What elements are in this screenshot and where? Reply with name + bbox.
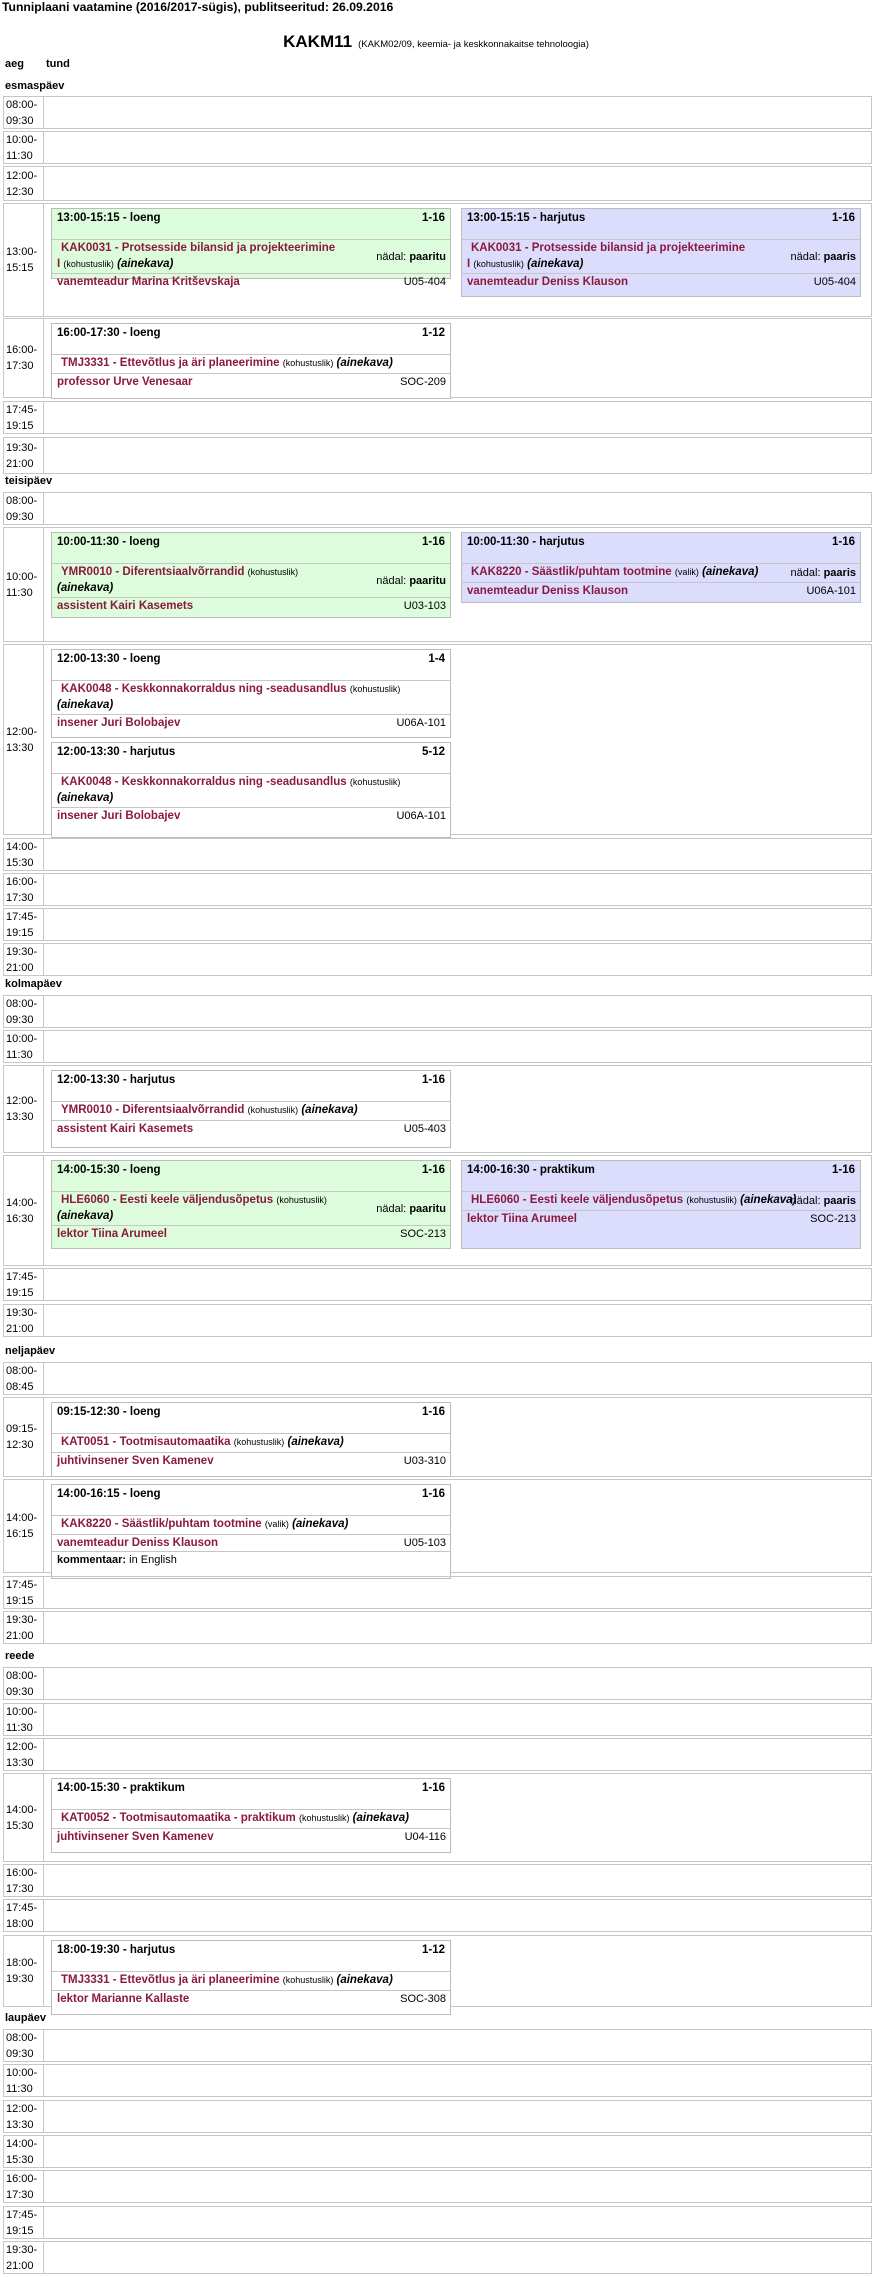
time-slot-label: 08:00- 09:30 (4, 1668, 44, 1699)
time-slot-label: 10:00- 11:30 (4, 1704, 44, 1735)
time-slot-row (3, 131, 872, 164)
syllabus-link[interactable]: (ainekava) (352, 1812, 409, 1824)
week-parity (376, 1201, 446, 1217)
course-link[interactable]: KAK0031 - Protsesside bilansid ja projekteerimine I (kohustuslik) (ainekava) (57, 242, 336, 270)
event-header (52, 1403, 450, 1433)
time-slot-label: 19:30- 21:00 (4, 438, 44, 473)
time-slot-label: 14:00- 15:30 (4, 839, 44, 870)
event-time-type: 14:00-15:30 - loeng (57, 1164, 161, 1176)
week-label: nädal: (376, 251, 407, 263)
time-slot-label: 17:45- 19:15 (4, 2207, 44, 2238)
event-time-type: 13:00-15:15 - loeng (57, 212, 161, 224)
event-card[interactable] (51, 1778, 451, 1853)
event-card[interactable] (51, 1402, 451, 1477)
event-time-type: 16:00-17:30 - loeng (57, 327, 161, 339)
event-time-type: 09:15-12:30 - loeng (57, 1406, 161, 1418)
teacher-link[interactable]: assistent Kairi Kasemets (57, 1123, 194, 1135)
week-parity-value: paaris (823, 251, 856, 263)
time-slot-label: 12:00- 13:30 (4, 1739, 44, 1770)
event-card[interactable] (51, 1160, 451, 1249)
event-header (52, 1779, 450, 1809)
event-course-row (52, 773, 450, 807)
time-slot-row (3, 2241, 872, 2274)
course-type: (kohustuslik) (282, 1975, 334, 1985)
room-label: U06A-101 (806, 585, 856, 597)
group-title (0, 32, 872, 52)
event-time-type: 14:00-16:30 - praktikum (467, 1164, 595, 1176)
time-slot-row (3, 908, 872, 941)
event-card[interactable] (51, 532, 451, 618)
time-slot-row (3, 1065, 872, 1153)
room-label: U06A-101 (396, 717, 446, 729)
comment-value: in English (129, 1554, 177, 1566)
time-slot-row (3, 96, 872, 129)
event-teacher-row (52, 1225, 450, 1242)
event-teacher-row (52, 1534, 450, 1551)
course-type: (kohustuslik) (233, 1437, 285, 1447)
event-header (52, 1485, 450, 1515)
event-card[interactable] (51, 208, 451, 288)
course-type: (valik) (674, 567, 699, 577)
course-link[interactable]: KAT0052 - Tootmisautomaatika - praktikum (kohustuslik) (ainekava) (61, 1812, 409, 1824)
event-teacher-row (52, 1990, 450, 2007)
teacher-link[interactable]: professor Urve Venesaar (57, 376, 193, 388)
event-course-row (462, 563, 860, 582)
course-type: (kohustuslik) (349, 684, 401, 694)
course-link[interactable]: HLE6060 - Eesti keele väljendusõpetus (kohustuslik) (ainekava) (471, 1194, 797, 1206)
time-slot-row (3, 1304, 872, 1337)
room-label: U05-404 (403, 276, 446, 288)
day-header: teisipäev (5, 475, 53, 487)
time-slot-label: 08:00- 09:30 (4, 2030, 44, 2061)
syllabus-link[interactable]: (ainekava) (292, 1518, 349, 1530)
week-parity (791, 249, 856, 265)
event-course-row (52, 680, 450, 714)
syllabus-link[interactable]: (ainekava) (57, 1210, 114, 1222)
week-label: nädal: (376, 1203, 407, 1215)
room-label: U03-103 (403, 600, 446, 612)
event-teacher-row (52, 1828, 450, 1845)
syllabus-link[interactable]: (ainekava) (301, 1104, 358, 1116)
time-slot-row (3, 1899, 872, 1932)
syllabus-link[interactable]: (ainekava) (740, 1194, 797, 1206)
event-weeks: 1-16 (421, 1164, 445, 1176)
course-link[interactable]: KAK0048 - Keskkonnakorraldus ning -seadusandlus (kohustuslik) (ainekava) (57, 683, 401, 711)
room-label: SOC-213 (810, 1213, 856, 1225)
time-slot-label: 10:00- 11:30 (4, 2065, 44, 2096)
event-header (52, 1161, 450, 1191)
event-weeks: 5-12 (421, 746, 445, 758)
event-teacher-row (52, 1120, 450, 1137)
time-slot-row (3, 873, 872, 906)
course-type: (kohustuslik) (349, 777, 401, 787)
time-slot-row (3, 1155, 872, 1266)
course-type: (kohustuslik) (276, 1195, 327, 1205)
teacher-link[interactable]: juhtivinsener Sven Kamenev (57, 1455, 214, 1467)
course-link-cont[interactable]: I (57, 258, 61, 270)
event-time-type: 12:00-13:30 - harjutus (57, 1074, 176, 1086)
time-slot-row (3, 2064, 872, 2097)
teacher-link[interactable]: lektor Marianne Kallaste (57, 1993, 190, 2005)
week-parity-value: paaris (823, 1195, 856, 1207)
time-slot-label: 14:00- 15:30 (4, 1774, 44, 1861)
syllabus-link[interactable]: (ainekava) (117, 258, 174, 270)
room-label: U03-310 (403, 1455, 446, 1467)
course-type: (valik) (264, 1519, 289, 1529)
day-header: laupäev (5, 2012, 46, 2024)
teacher-link[interactable]: vanemteadur Marina Kritševskaja (57, 276, 240, 288)
week-parity-value: paaritu (409, 251, 446, 263)
time-slot-row (3, 527, 872, 642)
teacher-link[interactable]: insener Juri Bolobajev (57, 810, 181, 822)
course-type: (kohustuslik) (247, 1105, 299, 1115)
time-slot-label: 14:00- 16:30 (4, 1156, 44, 1265)
teacher-link[interactable]: vanemteadur Deniss Klauson (467, 276, 629, 288)
week-label: nädal: (790, 567, 821, 579)
time-slot-label: 09:15- 12:30 (4, 1398, 44, 1476)
event-weeks: 1-16 (421, 1488, 445, 1500)
event-weeks: 1-12 (421, 1944, 445, 1956)
event-weeks: 1-12 (421, 327, 445, 339)
syllabus-link[interactable]: (ainekava) (527, 258, 584, 270)
event-course-row (52, 563, 450, 597)
event-card[interactable] (51, 649, 451, 738)
time-slot-row (3, 943, 872, 976)
time-slot-row (3, 437, 872, 474)
day-header: esmaspäev (5, 80, 65, 92)
event-comment-row (52, 1551, 450, 1568)
event-weeks: 1-16 (831, 536, 855, 548)
event-header (462, 533, 860, 563)
time-slot-label: 08:00- 08:45 (4, 1363, 44, 1394)
week-label: nädal: (790, 251, 821, 263)
event-course-row (462, 239, 860, 273)
time-slot-row (3, 2029, 872, 2062)
room-label: SOC-308 (400, 1993, 446, 2005)
time-slot-row (3, 2135, 872, 2168)
teacher-link[interactable]: insener Juri Bolobajev (57, 717, 181, 729)
time-slot-row (3, 2206, 872, 2239)
course-type: (kohustuslik) (282, 358, 334, 368)
event-weeks: 1-16 (831, 1164, 855, 1176)
syllabus-link[interactable]: (ainekava) (57, 792, 114, 804)
time-slot-label: 17:45- 19:15 (4, 909, 44, 940)
event-header (462, 1161, 860, 1191)
time-slot-row (3, 401, 872, 434)
syllabus-link[interactable]: (ainekava) (336, 1974, 393, 1986)
event-teacher-row (52, 273, 450, 290)
course-link-cont[interactable]: I (467, 258, 471, 270)
course-type: (kohustuslik) (247, 567, 299, 577)
time-slot-row (3, 1479, 872, 1573)
time-slot-label: 17:45- 18:00 (4, 1900, 44, 1931)
event-header (52, 650, 450, 680)
event-time-type: 10:00-11:30 - loeng (57, 536, 160, 548)
time-slot-row (3, 203, 872, 317)
event-course-row (52, 1101, 450, 1120)
course-type: (kohustuslik) (686, 1195, 737, 1205)
room-label: U05-403 (403, 1123, 446, 1135)
event-course-row (52, 1971, 450, 1990)
event-course-row (52, 1433, 450, 1452)
time-slot-label: 16:00- 17:30 (4, 2171, 44, 2202)
time-slot-label: 14:00- 15:30 (4, 2136, 44, 2167)
room-label: U04-116 (404, 1831, 446, 1843)
syllabus-link[interactable]: (ainekava) (57, 699, 114, 711)
room-label: U06A-101 (396, 810, 446, 822)
course-link[interactable]: KAT0051 - Tootmisautomaatika (kohustuslik) (ainekava) (61, 1436, 344, 1448)
event-teacher-row (462, 1210, 860, 1227)
time-slot-label: 17:45- 19:15 (4, 1577, 44, 1608)
time-slot-row (3, 492, 872, 525)
event-header (52, 324, 450, 354)
event-teacher-row (462, 582, 860, 599)
time-slot-row (3, 1703, 872, 1736)
time-slot-label: 16:00- 17:30 (4, 874, 44, 905)
teacher-link[interactable]: lektor Tiina Arumeel (467, 1213, 577, 1225)
event-weeks: 1-16 (421, 536, 445, 548)
event-card[interactable] (51, 1070, 451, 1148)
syllabus-link[interactable]: (ainekava) (336, 357, 393, 369)
course-link[interactable]: KAK0031 - Protsesside bilansid ja projekteerimine I (kohustuslik) (ainekava) (467, 242, 746, 270)
time-slot-row (3, 1738, 872, 1771)
week-parity (791, 1193, 856, 1209)
event-course-row (52, 1515, 450, 1534)
comment-label: kommentaar: (57, 1554, 127, 1566)
time-slot-row (3, 1030, 872, 1063)
time-slot-row (3, 2170, 872, 2203)
course-link[interactable]: TMJ3331 - Ettevõtlus ja äri planeerimine (kohustuslik) (ainekava) (61, 357, 393, 369)
event-course-row (52, 1809, 450, 1828)
event-teacher-row (52, 1452, 450, 1469)
time-slot-label: 19:30- 21:00 (4, 944, 44, 975)
time-slot-row (3, 1397, 872, 1477)
day-header: kolmapäev (5, 978, 62, 990)
event-time-type: 12:00-13:30 - loeng (57, 653, 161, 665)
event-card[interactable] (461, 1160, 861, 1249)
time-slot-label: 08:00- 09:30 (4, 996, 44, 1027)
event-teacher-row (52, 714, 450, 731)
time-slot-label: 14:00- 16:15 (4, 1480, 44, 1572)
event-header (52, 533, 450, 563)
event-card[interactable] (51, 742, 451, 838)
course-type: (kohustuslik) (298, 1813, 350, 1823)
time-slot-row (3, 1611, 872, 1644)
course-type: (kohustuslik) (473, 259, 524, 269)
page-header: Tunniplaani vaatamine (2016/2017-sügis), publitseeritud: 26.09.2016 (2, 0, 394, 14)
course-link[interactable]: KAK8220 - Säästlik/puhtam tootmine (valik) (ainekava) (61, 1518, 349, 1530)
syllabus-link[interactable]: (ainekava) (287, 1436, 344, 1448)
event-time-type: 14:00-16:15 - loeng (57, 1488, 161, 1500)
room-label: U05-103 (403, 1537, 446, 1549)
week-parity (376, 249, 446, 265)
time-slot-row (3, 1667, 872, 1700)
time-slot-label: 08:00- 09:30 (4, 493, 44, 524)
event-time-type: 10:00-11:30 - harjutus (467, 536, 585, 548)
time-slot-label: 19:30- 21:00 (4, 1305, 44, 1336)
course-link[interactable]: TMJ3331 - Ettevõtlus ja äri planeerimine (kohustuslik) (ainekava) (61, 1974, 393, 1986)
event-time-type: 14:00-15:30 - praktikum (57, 1782, 185, 1794)
week-parity (791, 565, 856, 581)
room-label: SOC-213 (400, 1228, 446, 1240)
event-weeks: 1-16 (421, 1782, 445, 1794)
group-description: (KAKM02/09, keemia- ja keskkonnakaitse tehnoloogia) (358, 39, 589, 50)
course-link[interactable]: KAK0048 - Keskkonnakorraldus ning -seadusandlus (kohustuslik) (ainekava) (57, 776, 401, 804)
event-time-type: 12:00-13:30 - harjutus (57, 746, 176, 758)
time-slot-row (3, 644, 872, 835)
time-slot-label: 16:00- 17:30 (4, 1865, 44, 1896)
room-label: SOC-209 (400, 376, 446, 388)
time-slot-label: 12:00- 13:30 (4, 2101, 44, 2132)
time-slot-label: 12:00- 13:30 (4, 1066, 44, 1152)
event-course-row (52, 354, 450, 373)
time-slot-row (3, 1864, 872, 1897)
time-slot-label: 10:00- 11:30 (4, 528, 44, 641)
time-slot-label: 13:00- 15:15 (4, 204, 44, 316)
event-course-row (52, 239, 450, 273)
event-header (52, 1941, 450, 1971)
time-slot-row (3, 1935, 872, 2007)
course-link[interactable]: HLE6060 - Eesti keele väljendusõpetus (kohustuslik) (ainekava) (57, 1194, 327, 1222)
column-header-lesson: tund (46, 58, 70, 70)
week-parity-value: paaritu (409, 1203, 446, 1215)
time-slot-label: 18:00- 19:30 (4, 1936, 44, 2006)
event-card[interactable] (461, 208, 861, 297)
event-weeks: 1-4 (428, 653, 445, 665)
event-course-row (52, 1191, 450, 1225)
course-type: (kohustuslik) (63, 259, 114, 269)
teacher-link[interactable]: juhtivinsener Sven Kamenev (57, 1831, 214, 1843)
time-slot-row (3, 1576, 872, 1609)
time-slot-label: 10:00- 11:30 (4, 1031, 44, 1062)
event-time-type: 18:00-19:30 - harjutus (57, 1944, 176, 1956)
event-weeks: 1-16 (421, 1074, 445, 1086)
time-slot-label: 10:00- 11:30 (4, 132, 44, 163)
event-course-row (462, 1191, 860, 1210)
event-header (52, 1071, 450, 1101)
teacher-link[interactable]: lektor Tiina Arumeel (57, 1228, 167, 1240)
event-teacher-row (462, 273, 860, 290)
time-slot-row (3, 318, 872, 398)
course-link[interactable]: YMR0010 - Diferentsiaalvõrrandid (kohustuslik) (ainekava) (61, 1104, 358, 1116)
time-slot-row (3, 1773, 872, 1862)
course-link[interactable]: YMR0010 - Diferentsiaalvõrrandid (kohustuslik) (ainekava) (57, 566, 299, 594)
teacher-link[interactable]: vanemteadur Deniss Klauson (57, 1537, 219, 1549)
time-slot-label: 17:45- 19:15 (4, 402, 44, 433)
week-label: nädal: (790, 1195, 821, 1207)
event-header (52, 209, 450, 239)
week-label: nädal: (376, 575, 407, 587)
teacher-link[interactable]: vanemteadur Deniss Klauson (467, 585, 629, 597)
event-weeks: 1-16 (421, 212, 445, 224)
week-parity (376, 573, 446, 589)
event-teacher-row (52, 373, 450, 390)
event-card[interactable] (51, 1940, 451, 2015)
event-time-type: 13:00-15:15 - harjutus (467, 212, 586, 224)
teacher-link[interactable]: assistent Kairi Kasemets (57, 600, 194, 612)
day-header: neljapäev (5, 1345, 56, 1357)
event-weeks: 1-16 (421, 1406, 445, 1418)
column-header-time: aeg (5, 58, 24, 70)
week-parity-value: paaritu (409, 575, 446, 587)
event-card[interactable] (51, 323, 451, 399)
event-teacher-row (52, 807, 450, 824)
event-card[interactable] (461, 532, 861, 603)
event-card[interactable] (51, 1484, 451, 1579)
event-header (52, 743, 450, 773)
group-code: KAKM11 (283, 32, 353, 51)
day-header: reede (5, 1650, 35, 1662)
time-slot-label: 08:00- 09:30 (4, 97, 44, 128)
event-header (462, 209, 860, 239)
course-link[interactable]: KAK8220 - Säästlik/puhtam tootmine (valik) (ainekava) (471, 566, 759, 578)
time-slot-label: 12:00- 12:30 (4, 167, 44, 200)
syllabus-link[interactable]: (ainekava) (57, 582, 114, 594)
time-slot-row (3, 1268, 872, 1301)
event-weeks: 1-16 (831, 212, 855, 224)
week-parity-value: paaris (823, 567, 856, 579)
time-slot-row (3, 838, 872, 871)
time-slot-label: 16:00- 17:30 (4, 319, 44, 397)
room-label: U05-404 (813, 276, 856, 288)
time-slot-row (3, 166, 872, 201)
time-slot-row (3, 1362, 872, 1395)
syllabus-link[interactable]: (ainekava) (702, 566, 759, 578)
time-slot-row (3, 2100, 872, 2133)
time-slot-row (3, 995, 872, 1028)
event-teacher-row (52, 597, 450, 614)
time-slot-label: 12:00- 13:30 (4, 645, 44, 834)
time-slot-label: 17:45- 19:15 (4, 1269, 44, 1300)
time-slot-label: 19:30- 21:00 (4, 1612, 44, 1643)
time-slot-label: 19:30- 21:00 (4, 2242, 44, 2273)
